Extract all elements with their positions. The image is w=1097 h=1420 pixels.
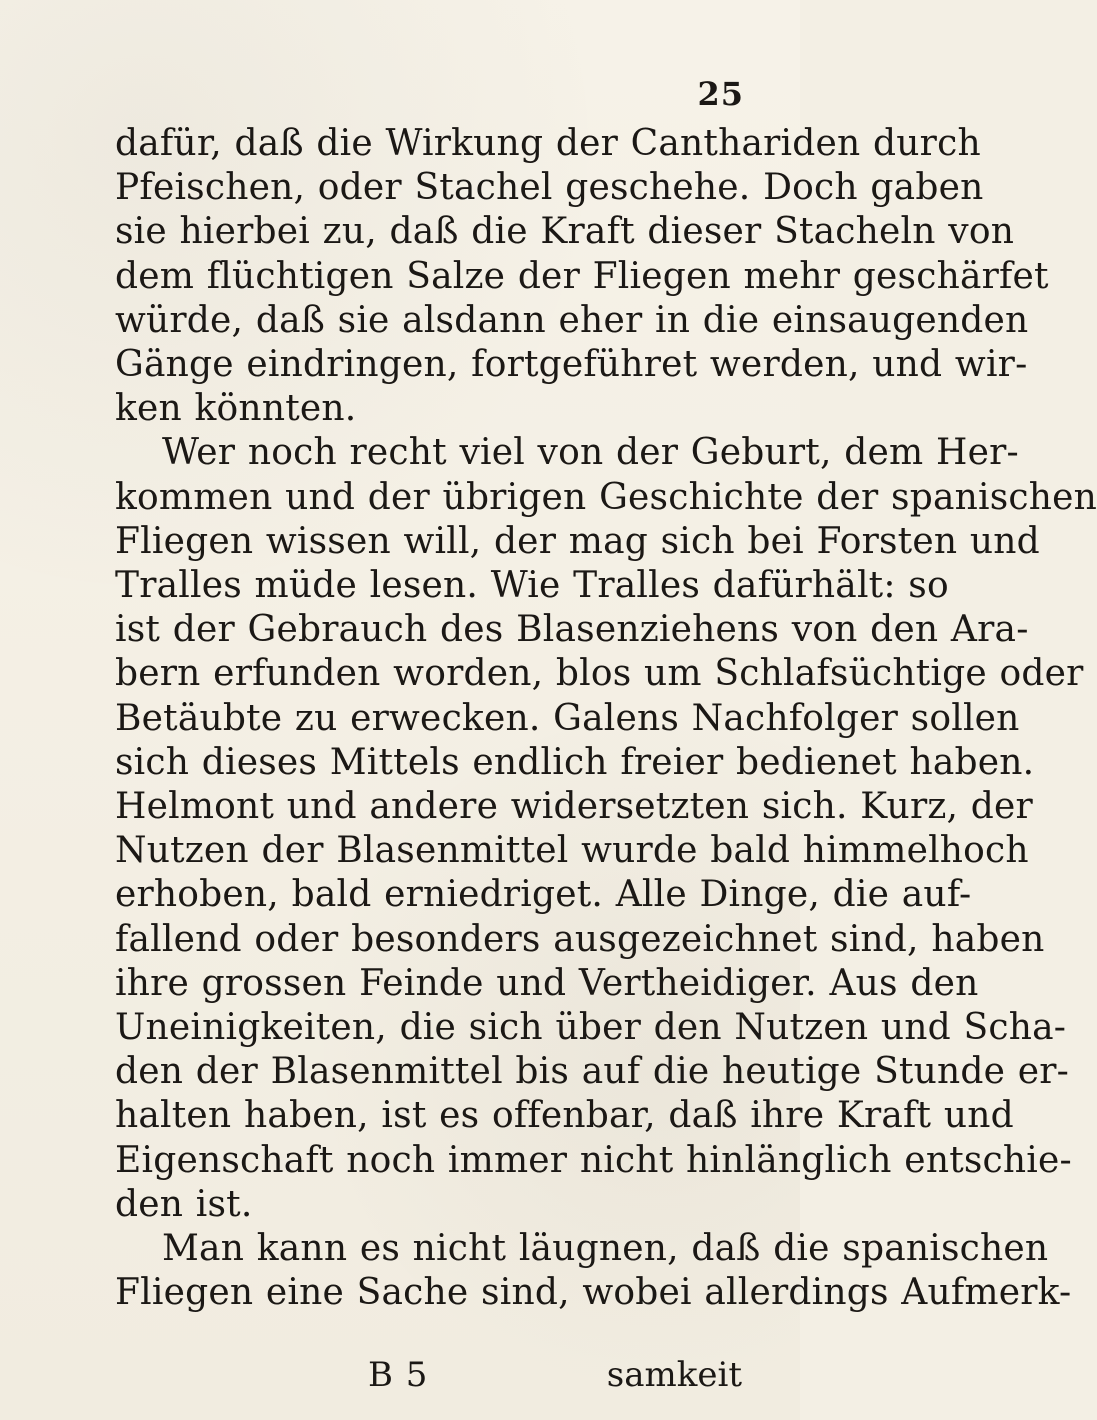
text-line: ken könnten. <box>115 388 357 430</box>
text-line: sich dieses Mittels endlich freier bedienet haben. <box>115 741 1035 783</box>
text-line: den der Blasenmittel bis auf die heutige Stunde er- <box>115 1051 1070 1093</box>
text-line: ihre grossen Feinde und Vertheidiger. Aus den <box>115 962 979 1004</box>
text-line: Nutzen der Blasenmittel wurde bald himmelhoch <box>115 830 1029 872</box>
page-number: 25 <box>697 75 744 113</box>
page-footer <box>0 1355 800 1406</box>
text-line: dem flüchtigen Salze der Fliegen mehr geschärfet <box>115 255 1049 297</box>
text-line: den ist. <box>115 1183 253 1225</box>
paragraph-start-line: Wer noch recht viel von der Geburt, dem Her- <box>162 432 1019 474</box>
body-text <box>115 122 1097 1315</box>
text-line: Betäubte zu erwecken. Galens Nachfolger sollen <box>115 697 1020 739</box>
text-line: würde, daß sie alsdann eher in die einsaugenden <box>115 299 1029 341</box>
text-line: Pfeischen, oder Stachel geschehe. Doch gaben <box>115 167 984 209</box>
signature-mark: B 5 <box>368 1355 429 1395</box>
text-line: Helmont und andere widersetzten sich. Kurz, der <box>115 786 1033 828</box>
catchword: samkeit <box>606 1355 742 1395</box>
text-line: erhoben, bald erniedriget. Alle Dinge, die auf- <box>115 874 972 916</box>
text-line: fallend oder besonders ausgezeichnet sind, haben <box>115 918 1045 960</box>
text-line: kommen und der übrigen Geschichte der spanischen <box>115 476 1097 518</box>
text-line: sie hierbei zu, daß die Kraft dieser Stacheln von <box>115 211 1015 253</box>
text-line: dafür, daß die Wirkung der Canthariden durch <box>115 123 981 164</box>
text-line: halten haben, ist es offenbar, daß ihre Kraft und <box>115 1095 1014 1137</box>
text-line: Eigenschaft noch immer nicht hinlänglich entschie- <box>115 1139 1072 1181</box>
paragraph-start-line: Man kann es nicht läugnen, daß die spanischen <box>162 1228 1049 1270</box>
text-line: Uneinigkeiten, die sich über den Nutzen und Scha- <box>115 1007 1067 1049</box>
text-line: Gänge eindringen, fortgeführet werden, und wir- <box>115 344 1028 386</box>
text-line: Fliegen eine Sache sind, wobei allerdings Aufmerk- <box>115 1272 1072 1314</box>
text-line: Tralles müde lesen. Wie Tralles dafürhält: so <box>115 565 949 607</box>
text-line: bern erfunden worden, blos um Schlafsüchtige oder <box>115 653 1084 695</box>
text-line: Fliegen wissen will, der mag sich bei Forsten und <box>115 520 1040 562</box>
text-line: ist der Gebrauch des Blasenziehens von den Ara- <box>115 609 1029 651</box>
